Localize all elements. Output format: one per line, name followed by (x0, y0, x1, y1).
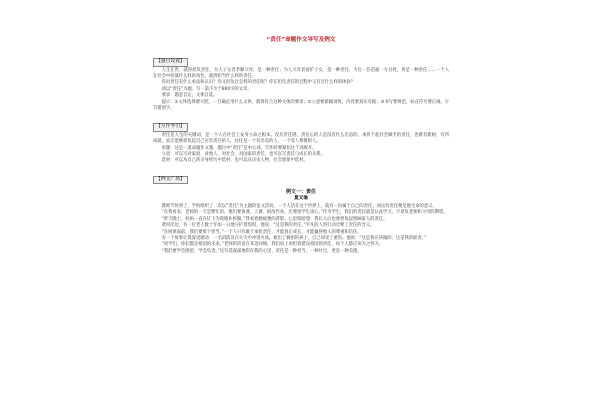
section-heading: 【写作导引】 (153, 123, 188, 132)
section-examples (153, 165, 449, 186)
paragraph: 要求：题意自定，文体自选。 (161, 93, 218, 99)
paragraph: “同学们，你们都是祖国的未来。”老师的话语在耳边回响，我们肩上承担着建设祖国的责任，每个人都应该为之努力。 (161, 242, 384, 248)
paragraph: 人生在世，就得担负责任，为人子女者孝顺父母，是一种责任；为人父母者爱护子女，是一种责任；为官一任造福一方百姓，更是一种责任……一个人在社会中扮演什么样的角色，就得担当什么样的责任。 (153, 67, 449, 79)
paragraph: 你对责任有什么看法和认识？你又担负过怎样的责任呢？你在担负责任的过程中又有过什么样的体验？ (161, 80, 355, 86)
document-page (153, 36, 449, 396)
paragraph: “在我看来，老师的一天是繁忙的，他们要备课、上课、批改作业，还要找学生谈心。”作为学生，我们的责任就是认真学习，不辜负老师和父母的期望。 (161, 210, 448, 216)
paragraph: 提示：①文体选择要大胆，一旦确定用什么文体，就得符合这种文体的要求；②立意要新颖别致，内容要真实有据；③书写要规范，标点符号要正确，少写错别字。 (153, 99, 449, 111)
paragraph: “我们要学会感恩，学会负责。”这句话深深地印在我的心里，责任是一种担当，一种付出，更是一种美德。 (161, 248, 362, 254)
document-title: “责任”命题作文导写及例文 (266, 37, 336, 43)
list-item: 选材：可以从自己的亲身经历中选材，也可以从历史人物、社会现象中选材。 (161, 158, 308, 164)
list-item: 审题：这是一道命题作文题，题目中“责任”是中心词，写作时要紧扣这个词展开。 (161, 145, 317, 151)
paragraph: “昨天晚上，妈妈一直在灯下为我缝补校服。”我看着她疲惫的背影，心里暗暗想：我长大后也要担负起照顾家人的责任。 (161, 216, 388, 222)
paragraph: 教师节快到了，学校组织了一次以“责任”为主题的征文活动。一个人活在这个世界上，就有一份属于自己的责任，而这份责任便是他生命的意义。 (161, 203, 437, 209)
paragraph: 有一个故事让我深受感动：一名消防员在火灾中冲进火场，救出了被困的孩子，自己却受了重伤。他说：“这是我应该做的，这是我的职责。” (161, 235, 426, 241)
list-item: 立意：可以写对家庭、对他人、对社会、对国家的责任，也可以写责任与成长的关系。 (161, 152, 325, 158)
essay (153, 189, 449, 255)
essay-author: 夏文瑜 (294, 196, 308, 202)
essay-heading: 例文一：责任 (285, 189, 316, 196)
section-topic (153, 47, 449, 112)
paragraph: 请以“责任”为题，写一篇不少于800字的文章。 (161, 86, 252, 92)
section-heading: 【题目设置】 (153, 58, 188, 67)
section-guide (153, 112, 449, 165)
paragraph: 责任是人生的关键词，是一个人在社会上安身立命之根本。没有责任感，责任心的人是没有什么出息的，承担不起社会赋予的责任，也难有建树，有所成就。真正能够担负起自己应负责任的人，往往是一个有出息的人，一个受人尊敬的人。 (153, 132, 449, 145)
paragraph: “在困难面前，我们要勇于担当。”一个人只有敢于承担责任，才能真正成长，才能赢得他人的尊重和信任。 (161, 229, 362, 235)
paragraph: 黄河岸边，有一位老人数十年如一日地守护着堤坝，他说：“这是我的责任。”平凡的人用行动诠释了责任的含义。 (161, 223, 375, 229)
section-heading: 【例文广场】 (153, 176, 188, 185)
